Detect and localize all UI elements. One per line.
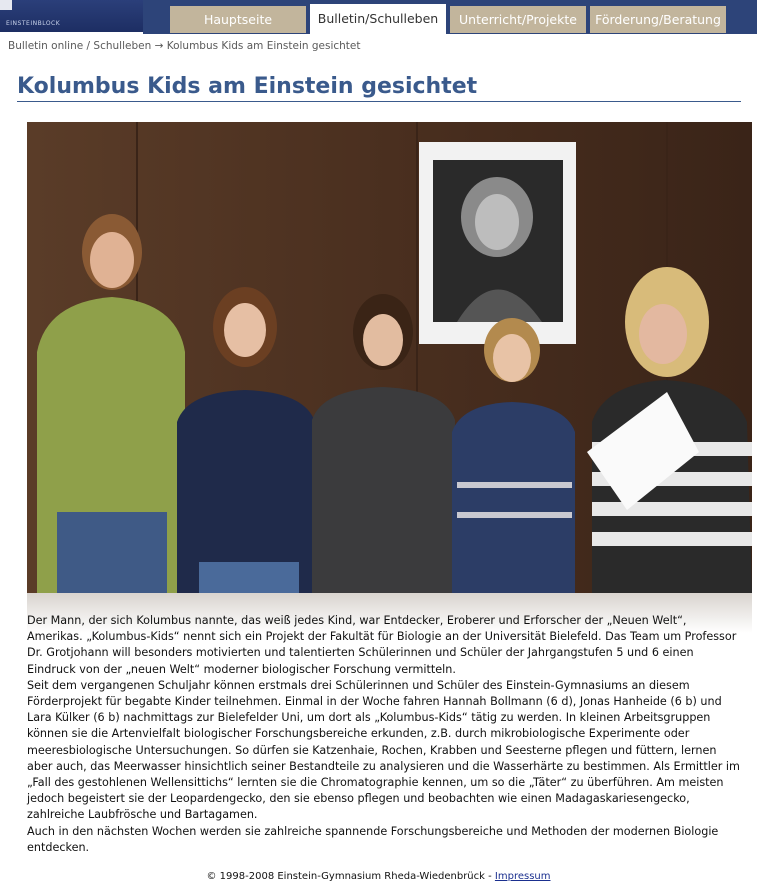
logo-text: EINSTEINBLOCK	[6, 20, 61, 27]
copyright-text: © 1998-2008 Einstein-Gymnasium Rheda-Wiedenbrück -	[206, 871, 495, 882]
main-nav	[143, 0, 757, 34]
article-photo	[27, 122, 752, 593]
tab-unterricht-projekte[interactable]: Unterricht/Projekte	[450, 6, 586, 33]
title-divider	[17, 101, 741, 102]
article-paragraph: Seit dem vergangenen Schuljahr können erstmals drei Schülerinnen und Schüler des Einstein-Gymnasiums an diesem Förderprojekt für begabte Kinder teilnehmen. Einmal in der Woche fahren Hannah Bollmann (6 d), Jonas Hanheide (6 b) und Lara Külker (6 b) nachmittags zur Bielefelder Uni, um dort als „Kolumbus-Kids“ tätig zu werden. In kleinen Arbeitsgruppen können sie die Artenvielfalt biologischer Forschungsbereiche erkunden, z.B. durch mikrobiologische Experimente oder meeresbiologische Untersuchungen. So dürfen sie Katzenhaie, Rochen, Krabben und Seesterne pflegen und füttern, lernen aber auch, das Meerwasser hinsichtlich seiner Bestandteile zu analysieren und die Wasserhärte zu bestimmen. Als Ermittler im „Fall des gestohlenen Wellensittichs“ lernten sie die Chromatographie kennen, um so die „Täter“ zu überführen. Am meisten jedoch begeistert sie der Leopardengecko, den sie ebenso pflegen und beobachten wie einen Madagaskariesengecko, zahlreiche Laubfrösche und Bartagamen.	[27, 678, 740, 822]
einstein-portrait	[419, 142, 576, 344]
school-logo[interactable]	[0, 0, 143, 32]
tab-bulletin-schulleben[interactable]: Bulletin/Schulleben	[310, 4, 446, 34]
page-title: Kolumbus Kids am Einstein gesichtet	[17, 74, 478, 99]
impressum-link[interactable]: Impressum	[494, 871, 551, 882]
breadcrumb[interactable]: Bulletin online / Schulleben → Kolumbus Kids am Einstein gesichtet	[8, 40, 361, 52]
tab-hauptseite[interactable]: Hauptseite	[170, 6, 306, 33]
article-body	[27, 613, 741, 856]
logo-mark-icon	[0, 0, 12, 10]
tab-foerderung-beratung[interactable]: Förderung/Beratung	[590, 6, 726, 33]
header-bar	[0, 0, 757, 36]
article-paragraph: Der Mann, der sich Kolumbus nannte, das weiß jedes Kind, war Entdecker, Eroberer und Erforscher der „Neuen Welt“, Amerikas. „Kolumbus-Kids“ nennt sich ein Projekt der Fakultät für Biologie an der Universität Bielefeld. Das Team um Professor Dr. Grotjohann will besonders motivierten und talentierten Schülerinnen und Schüler der Jahrgangstufen 5 und 6 einen Eindruck von der „neuen Welt“ moderner biologischer Forschung vermitteln.	[27, 614, 737, 676]
group-photo-illustration	[27, 122, 752, 593]
footer	[0, 871, 757, 882]
article-paragraph: Auch in den nächsten Wochen werden sie zahlreiche spannende Forschungsbereiche und Methoden der modernen Biologie entdecken.	[27, 824, 719, 854]
